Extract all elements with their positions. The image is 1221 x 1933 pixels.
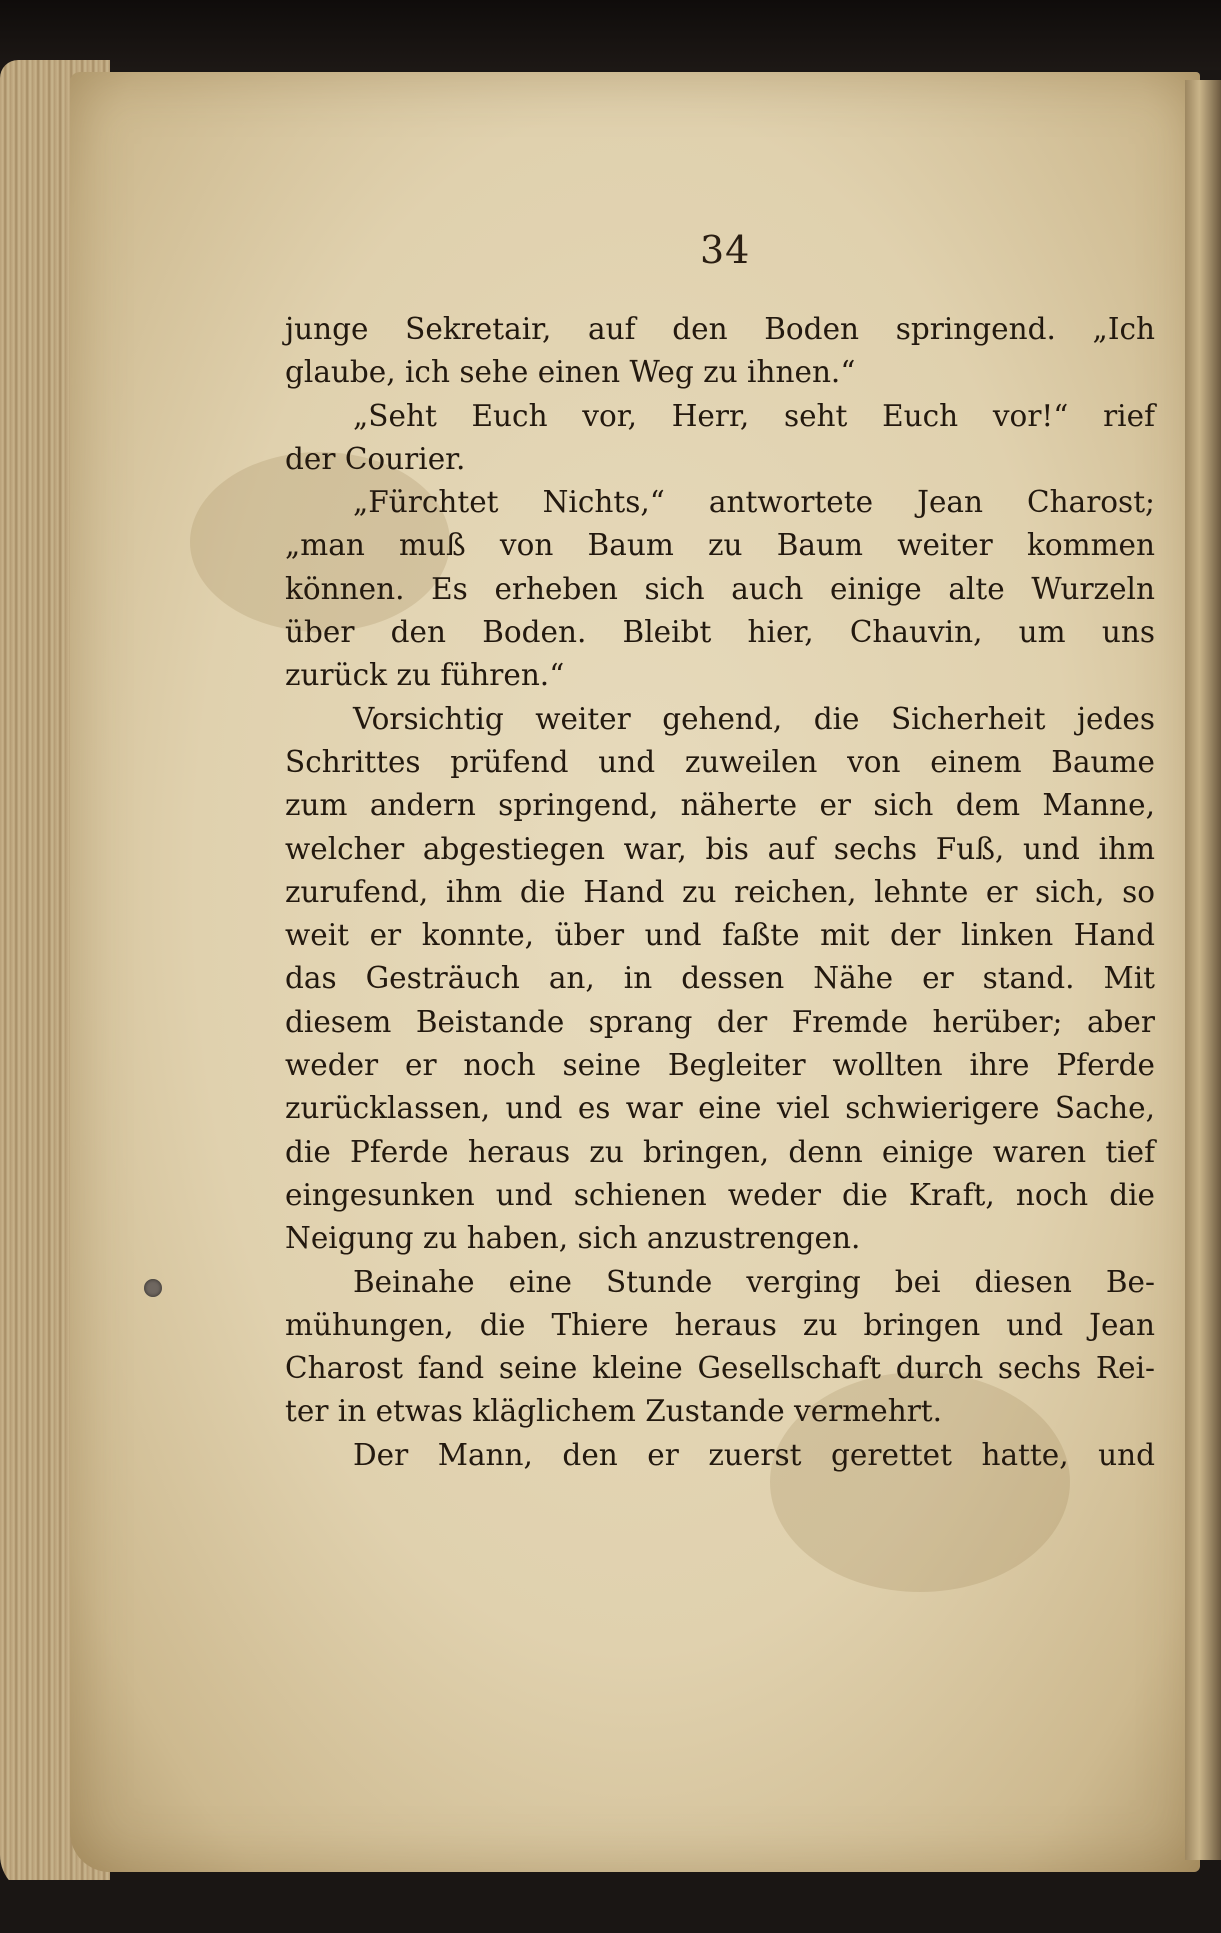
text-line: „man muß von Baum zu Baum weiter kommen bbox=[285, 528, 1155, 563]
text-line: weit er konnte, über und faßte mit der linken Hand bbox=[285, 918, 1155, 953]
body-text bbox=[285, 308, 1155, 1477]
text-line: zum andern springend, näherte er sich dem Manne, bbox=[285, 788, 1155, 823]
text-line: zurücklassen, und es war eine viel schwierigere Sache, bbox=[285, 1091, 1155, 1126]
text-line: Der Mann, den er zuerst gerettet hatte, und bbox=[353, 1437, 1155, 1472]
text-line: Beinahe eine Stunde verging bei diesen Be- bbox=[353, 1264, 1155, 1299]
text-line: über den Boden. Bleibt hier, Chauvin, um uns bbox=[285, 615, 1155, 650]
text-line: ter in etwas kläglichem Zustande vermehrt. bbox=[285, 1394, 943, 1429]
text-line: zurück zu führen.“ bbox=[285, 658, 565, 693]
text-line: diesem Beistande sprang der Fremde herüber; aber bbox=[285, 1004, 1155, 1039]
text-line: zurufend, ihm die Hand zu reichen, lehnte er sich, so bbox=[285, 874, 1155, 909]
text-line: „Fürchtet Nichts,“ antwortete Jean Charost; bbox=[353, 485, 1155, 520]
scanner-backdrop-bottom bbox=[0, 1880, 1221, 1933]
text-line: der Courier. bbox=[285, 441, 466, 476]
text-line: welcher abgestiegen war, bis auf sechs Fuß, und ihm bbox=[285, 831, 1155, 866]
text-line: die Pferde heraus zu bringen, denn einige waren tief bbox=[285, 1134, 1155, 1169]
text-line: „Seht Euch vor, Herr, seht Euch vor!“ rief bbox=[353, 398, 1155, 433]
text-line: Charost fand seine kleine Gesellschaft durch sechs Rei- bbox=[285, 1351, 1155, 1386]
text-line: Schrittes prüfend und zuweilen von einem Baume bbox=[285, 744, 1155, 779]
text-line: Vorsichtig weiter gehend, die Sicherheit jedes bbox=[353, 701, 1155, 736]
text-line: Neigung zu haben, sich anzustrengen. bbox=[285, 1221, 861, 1256]
text-line: können. Es erheben sich auch einige alte Wurzeln bbox=[285, 571, 1155, 606]
text-line: glaube, ich sehe einen Weg zu ihnen.“ bbox=[285, 355, 856, 390]
text-line: weder er noch seine Begleiter wollten ihre Pferde bbox=[285, 1048, 1155, 1083]
scanner-backdrop-top bbox=[0, 0, 1221, 70]
text-line: das Gesträuch an, in dessen Nähe er stand. Mit bbox=[285, 961, 1155, 996]
paper-hole bbox=[144, 1279, 162, 1297]
text-line: eingesunken und schienen weder die Kraft, noch die bbox=[285, 1177, 1155, 1212]
text-line: mühungen, die Thiere heraus zu bringen und Jean bbox=[285, 1307, 1155, 1342]
page-number: 34 bbox=[700, 228, 751, 272]
page-gutter bbox=[1185, 80, 1221, 1860]
text-line: junge Sekretair, auf den Boden springend. „Ich bbox=[285, 312, 1155, 346]
